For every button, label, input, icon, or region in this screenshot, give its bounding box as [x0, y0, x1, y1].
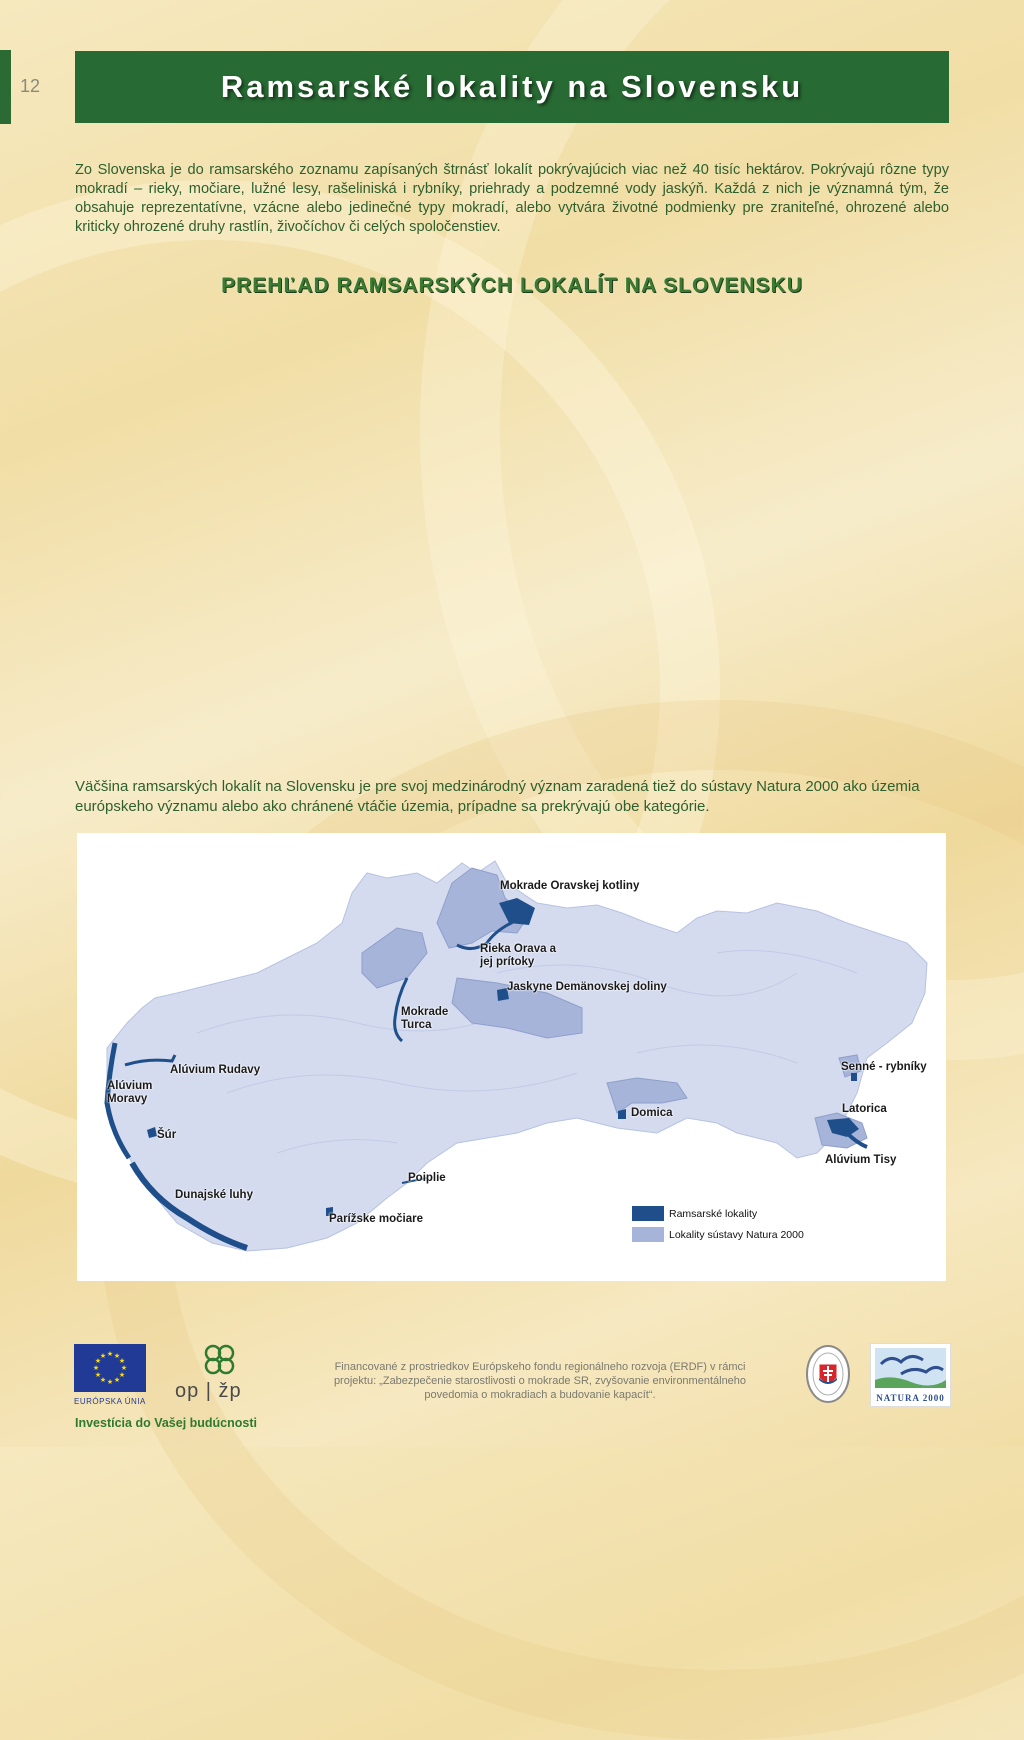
legend-swatch-natura	[632, 1227, 664, 1242]
svg-text:★: ★	[118, 1371, 126, 1379]
section-heading: PREHĽAD RAMSARSKÝCH LOKALÍT NA SLOVENSKU	[221, 274, 803, 297]
footer	[0, 1330, 1024, 1447]
svg-text:★: ★	[106, 1378, 114, 1386]
label-domica: Domica	[631, 1107, 673, 1119]
label-oravska: Mokrade Oravskej kotliny	[500, 880, 640, 892]
label-moravy: Alúvium Moravy	[107, 1080, 153, 1105]
svg-text:★: ★	[92, 1364, 100, 1372]
page-number: 12	[20, 76, 41, 96]
label-turca: Mokrade Turca	[401, 1006, 449, 1031]
eu-flag-logo	[74, 1344, 146, 1392]
natura-paragraph: Väčšina ramsarských lokalít na Slovensku je pre svoj medzinárodný význam zaradená tiež do sústavy Natura 2000 ako územia európskeho významu alebo ako chránené vtáčie územia, prípadne sa prekrývajú obe kategórie.	[75, 778, 920, 815]
label-senne: Senné - rybníky	[841, 1061, 927, 1073]
svg-text:★: ★	[94, 1357, 102, 1365]
label-tisy: Alúvium Tisy	[825, 1154, 897, 1166]
financing-note: Financované z prostriedkov Európskeho fondu regionálneho rozvoja (ERDF) v rámci projektu: „Zabezpečenie starostlivosti o mokrade SR, zvyšovanie environmentálneho povedomia o mokradiach a budovanie kapacít“.	[333, 1361, 747, 1401]
eu-stars-icon	[74, 1344, 146, 1392]
legend-ramsar	[632, 1206, 757, 1221]
page-side-tab	[0, 50, 11, 124]
svg-text:★: ★	[113, 1376, 121, 1384]
label-dunajske: Dunajské luhy	[175, 1189, 253, 1201]
natura-logo-text: NATURA 2000	[876, 1393, 945, 1403]
opzp-logo-text: op | žp	[175, 1380, 242, 1402]
label-parizske: Parížske močiare	[329, 1213, 423, 1225]
intro-paragraph: Zo Slovenska je do ramsarského zoznamu zapísaných štrnásť lokalít pokrývajúcich viac než 40 tisíc hektárov. Pokrývajú rôzne typy mokradí – rieky, močiare, lužné lesy, rašeliniská i rybníky, priehrady a podzemné vody jaskýň. Každá z nich je významná tým, že obsahuje reprezentatívne, vzácne alebo jedinečné typy mokradí, alebo vytvára životné podmienky pre zraniteľné, ohrozené alebo kriticky ohrozené druhy rastlín, živočíchov či celých spoločenstiev.	[75, 162, 949, 235]
legend-natura	[632, 1227, 804, 1242]
label-demanovska: Jaskyne Demänovskej doliny	[507, 981, 667, 993]
eu-caption: EURÓPSKA ÚNIA	[74, 1397, 146, 1406]
svg-text:★: ★	[99, 1376, 107, 1384]
legend-label-ramsar: Ramsarské lokality	[669, 1207, 758, 1220]
map-graphic	[77, 833, 946, 1281]
label-latorica: Latorica	[842, 1103, 887, 1115]
label-rudava: Alúvium Rudavy	[170, 1064, 261, 1076]
ramsar-map	[77, 833, 946, 1281]
investment-slogan: Investícia do Vašej budúcnosti	[75, 1416, 257, 1430]
legend-label-natura: Lokality sústavy Natura 2000	[669, 1228, 804, 1241]
svg-text:★: ★	[120, 1364, 128, 1372]
svg-text:★: ★	[94, 1371, 102, 1379]
natura-birds-icon	[871, 1344, 950, 1392]
natura-2000-logo	[870, 1343, 951, 1407]
page-title: Ramsarské lokality na Slovensku	[220, 69, 804, 104]
legend-swatch-ramsar	[632, 1206, 664, 1221]
svg-text:★: ★	[106, 1350, 114, 1358]
ramsar-senne	[851, 1073, 857, 1081]
svg-text:★: ★	[99, 1352, 107, 1360]
label-sur: Šúr	[157, 1129, 177, 1141]
svg-text:★: ★	[113, 1352, 121, 1360]
ministry-seal-icon	[805, 1344, 851, 1404]
svg-text:★: ★	[118, 1357, 126, 1365]
label-poiplie: Poiplie	[408, 1172, 446, 1184]
title-banner	[75, 51, 949, 123]
label-orava: Rieka Orava a jej prítoky	[480, 943, 557, 968]
